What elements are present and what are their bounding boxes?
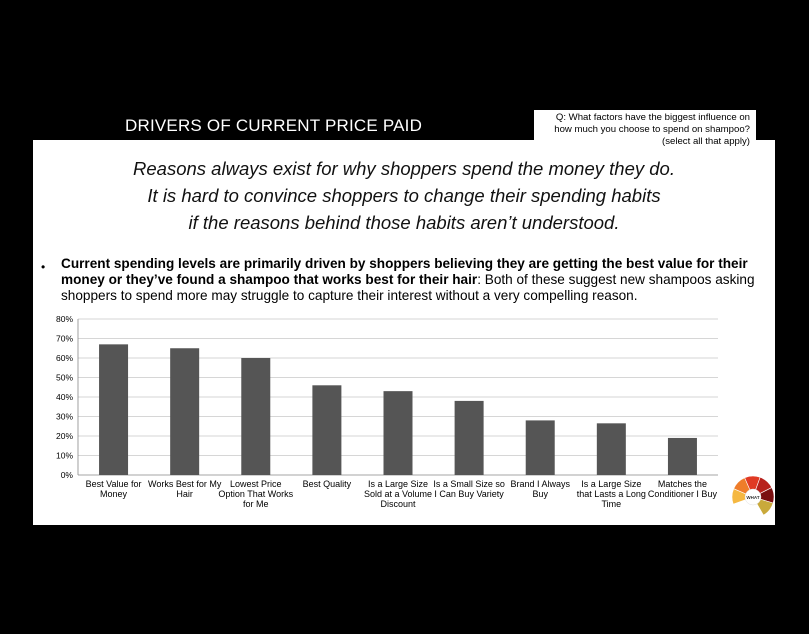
x-tick-label-line: Matches the xyxy=(657,479,707,489)
y-tick-label: 20% xyxy=(55,431,73,441)
x-tick-label-line: Buy xyxy=(532,489,548,499)
x-tick-label-line: Brand I Always xyxy=(510,479,570,489)
x-tick-label-line: Best Value for xyxy=(85,479,142,489)
brand-logo-icon xyxy=(731,474,775,520)
slide xyxy=(33,108,775,525)
y-tick-label: 70% xyxy=(55,333,73,344)
x-tick-label-line: Conditioner I Buy xyxy=(647,489,717,499)
x-tick-label xyxy=(364,479,432,509)
y-tick-label: 60% xyxy=(55,353,73,363)
x-tick-label-line: Option That Works xyxy=(218,489,294,499)
y-tick-label: 50% xyxy=(55,372,73,383)
x-tick-label xyxy=(577,479,646,509)
bar-chart xyxy=(33,108,775,525)
x-tick-label-line: Sold at a Volume xyxy=(363,489,433,499)
x-tick-label-line: Lowest Price xyxy=(230,479,282,489)
bullet-bold-text: Current spending levels are primarily driven by shoppers believing they are getting the best value for their money or they’ve found a shampoo that works best for their hair xyxy=(61,256,748,287)
x-tick-label xyxy=(510,479,570,499)
x-tick-label xyxy=(148,479,222,499)
bar xyxy=(312,385,341,475)
bar xyxy=(99,344,128,475)
y-tick-label: 40% xyxy=(55,392,73,402)
x-tick-label-line: Best Quality xyxy=(302,479,352,489)
bar xyxy=(384,391,413,475)
x-tick-label-line: Hair xyxy=(176,489,193,499)
x-tick-label-line: Is a Large Size xyxy=(581,479,642,489)
logo-text: WHAT xyxy=(746,495,760,500)
x-tick-label xyxy=(218,479,293,509)
chart-bars xyxy=(99,344,697,475)
y-tick-label: 30% xyxy=(55,411,73,422)
x-tick-label xyxy=(433,479,505,499)
slide-title: DRIVERS OF CURRENT PRICE PAID xyxy=(125,116,423,135)
bullet-marker: • xyxy=(41,260,46,274)
bar xyxy=(170,348,199,475)
x-tick-label-line: I Can Buy Variety xyxy=(434,489,504,499)
subtitle-line-3: if the reasons behind those habits aren’t understood. xyxy=(188,212,620,233)
x-tick-label-line: Is a Large Size xyxy=(367,479,429,489)
x-tick-label-line: Works Best for My xyxy=(147,479,222,489)
x-tick-label-line: Discount xyxy=(380,499,416,509)
x-tick-label xyxy=(86,479,142,499)
bar xyxy=(526,420,555,475)
x-tick-label-line: Time xyxy=(601,499,622,509)
bar xyxy=(241,358,270,475)
question-box: Q: What factors have the biggest influence on how much you choose to spend on shampoo? (select all that apply) xyxy=(534,110,756,140)
subtitle-line-2: It is hard to convince shoppers to change their spending habits xyxy=(147,185,661,206)
x-tick-label xyxy=(303,479,352,489)
y-tick-label: 80% xyxy=(55,314,73,324)
y-tick-label: 0% xyxy=(60,470,73,480)
x-tick-label-line: Money xyxy=(100,489,128,499)
bullet-plain-text: : Both of these suggest new shampoos asking shoppers to spend more may struggle to capture their interest without a very compelling reason. xyxy=(61,272,755,303)
x-tick-label-line: for Me xyxy=(243,499,269,509)
bar xyxy=(597,423,626,475)
bar xyxy=(668,438,697,475)
y-tick-label: 10% xyxy=(55,450,73,461)
x-tick-label-line: Is a Small Size so xyxy=(433,479,505,489)
x-tick-label xyxy=(648,479,718,499)
subtitle-line-1: Reasons always exist for why shoppers spend the money they do. xyxy=(133,158,675,179)
x-tick-label-line: that Lasts a Long xyxy=(576,489,646,499)
bar xyxy=(455,401,484,475)
